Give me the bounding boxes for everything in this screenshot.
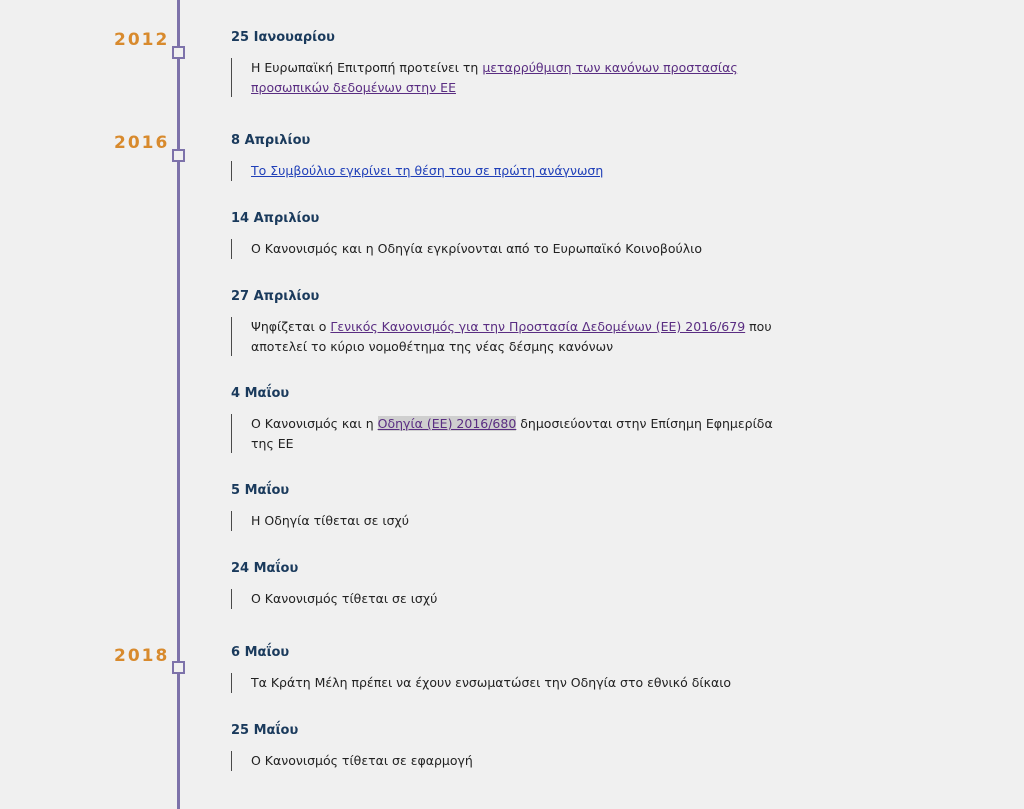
event-date: 8 Απριλίου (231, 133, 311, 148)
event-text: που αποτελεί το κύριο νομοθέτημα της νέας δέσμης κανόνων (251, 319, 772, 354)
timeline-event (231, 483, 831, 531)
event-date: 5 Μαΐου (231, 483, 290, 498)
timeline-marker-2012 (172, 46, 185, 59)
event-description: Ο Κανονισμός τίθεται σε ισχύ (231, 589, 811, 609)
event-date: 4 Μαΐου (231, 386, 290, 401)
event-text: δημοσιεύονται στην Επίσημη Εφημερίδα της ΕΕ (251, 416, 773, 451)
event-description (231, 58, 811, 97)
year-label-2016: 2016 (114, 133, 170, 153)
event-date: 6 Μαΐου (231, 645, 290, 660)
year-label-2018: 2018 (114, 646, 170, 666)
timeline-event (231, 386, 831, 453)
event-description: Η Οδηγία τίθεται σε ισχύ (231, 511, 811, 531)
event-date: 27 Απριλίου (231, 289, 320, 304)
timeline-axis-line (177, 0, 180, 809)
directive-2016-680-link[interactable]: Οδηγία (ΕΕ) 2016/680 (377, 416, 517, 431)
event-description (231, 317, 811, 356)
event-date: 25 Ιανουαρίου (231, 30, 335, 45)
timeline-event (231, 133, 831, 181)
timeline-marker-2016 (172, 149, 185, 162)
event-text: Η Ευρωπαϊκή Επιτροπή προτείνει τη (251, 60, 483, 75)
event-text: Ο Κανονισμός και η (251, 416, 378, 431)
council-first-reading-link[interactable]: Το Συμβούλιο εγκρίνει τη θέση του σε πρώτη ανάγνωση (251, 163, 604, 178)
event-description: Ο Κανονισμός τίθεται σε εφαρμογή (231, 751, 811, 771)
event-description (231, 161, 811, 181)
data-protection-reform-link[interactable]: μεταρρύθμιση των κανόνων προστασίας προσωπικών δεδομένων στην ΕΕ (251, 60, 738, 95)
timeline-event (231, 561, 831, 609)
event-date: 25 Μαΐου (231, 723, 299, 738)
timeline-marker-2018 (172, 661, 185, 674)
timeline-event (231, 645, 831, 693)
event-date: 14 Απριλίου (231, 211, 320, 226)
timeline-event (231, 723, 831, 771)
event-description (231, 414, 781, 453)
timeline-event (231, 211, 831, 259)
timeline-event (231, 30, 831, 97)
year-label-2012: 2012 (114, 30, 170, 50)
event-date: 24 Μαΐου (231, 561, 299, 576)
event-description: Τα Κράτη Μέλη πρέπει να έχουν ενσωματώσει την Οδηγία στο εθνικό δίκαιο (231, 673, 811, 693)
event-text: Ψηφίζεται ο (251, 319, 331, 334)
timeline-event (231, 289, 831, 356)
gdpr-regulation-link[interactable]: Γενικός Κανονισμός για την Προστασία Δεδομένων (ΕΕ) 2016/679 (330, 319, 746, 334)
event-description: Ο Κανονισμός και η Οδηγία εγκρίνονται από το Ευρωπαϊκό Κοινοβούλιο (231, 239, 811, 259)
